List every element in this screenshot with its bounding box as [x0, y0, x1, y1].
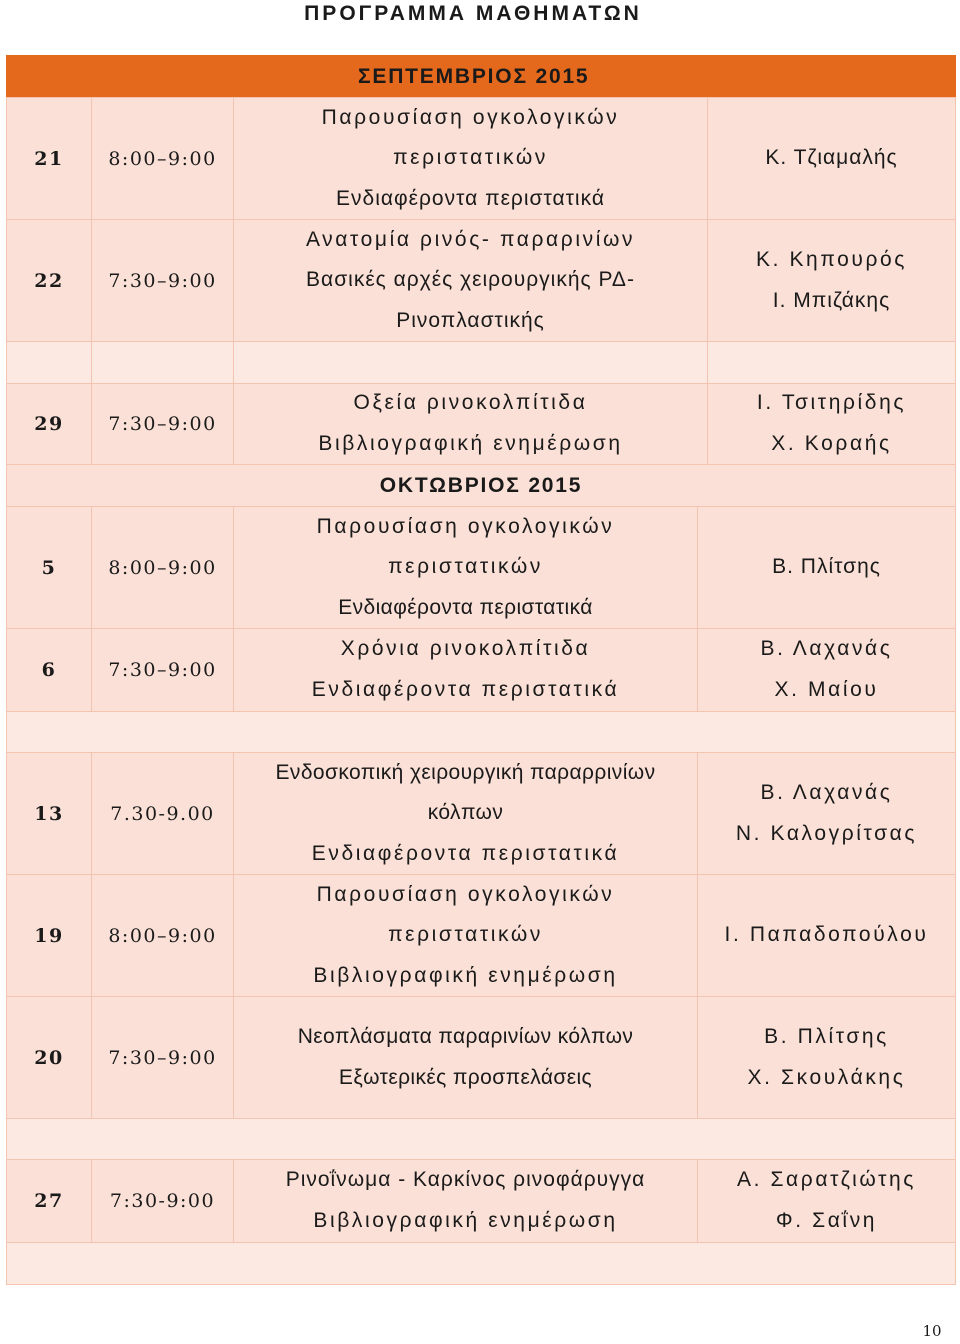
speaker-cell	[707, 97, 956, 220]
date-cell: 27	[6, 1159, 92, 1243]
document-title: ΠΡΟΓΡΑΜΜΑ ΜΑΘΗΜΑΤΩΝ	[304, 2, 642, 25]
topic-line: περιστατικών	[388, 555, 543, 579]
topic-line: Βιβλιογραφική ενημέρωση	[313, 963, 618, 987]
time-cell: 7:30–9:00	[91, 628, 234, 712]
topic-line: Ενδιαφέροντα περιστατικά	[311, 841, 620, 865]
speaker-name: Β. Πλίτσης	[764, 1024, 889, 1048]
time-cell: 8:00–9:00	[91, 874, 234, 997]
topic-line: Παρουσίαση ογκολογικών	[316, 514, 615, 538]
time-cell: 7:30–9:00	[91, 219, 234, 342]
date-cell: 13	[6, 752, 92, 875]
speaker-cell	[697, 996, 956, 1119]
speaker-name: Χ. Σκουλάκης	[747, 1065, 906, 1089]
topic-cell	[233, 752, 698, 875]
topic-cell	[233, 383, 708, 465]
topic-line: Βιβλιογραφική ενημέρωση	[318, 432, 623, 455]
topic-cell	[233, 874, 698, 997]
blank-cell	[707, 341, 956, 384]
month-header-october	[6, 464, 956, 507]
speaker-name: Φ. Σαΐνη	[775, 1209, 878, 1232]
speaker-name: Β. Λαχανάς	[760, 780, 893, 804]
topic-line: Βιβλιογραφική ενημέρωση	[313, 1209, 618, 1232]
topic-line: Παρουσίαση ογκολογικών	[321, 105, 620, 129]
date-cell: 5	[6, 506, 92, 629]
topic-line: Εξωτερικές προσπελάσεις	[338, 1065, 593, 1089]
speaker-cell	[707, 219, 956, 342]
topic-line: Ρινοπλαστικής	[396, 308, 545, 332]
month-label: ΟΚΤΩΒΡΙΟΣ 2015	[379, 473, 583, 497]
time-cell: 8:00–9:00	[91, 97, 234, 220]
speaker-name: Ι. Παπαδοπούλου	[724, 923, 929, 947]
speaker-name: Χ. Κοραής	[771, 432, 892, 455]
topic-line: Χρόνια ρινοκολπίτιδα	[340, 637, 591, 661]
topic-cell	[233, 506, 698, 629]
date-cell: 22	[6, 219, 92, 342]
speaker-cell	[697, 1159, 956, 1243]
date-cell: 20	[6, 996, 92, 1119]
topic-cell	[233, 97, 708, 220]
blank-cell	[91, 341, 234, 384]
speaker-cell	[697, 628, 956, 712]
topic-cell	[233, 219, 708, 342]
speaker-name: Ν. Καλογρίτσας	[735, 821, 918, 845]
date-cell: 21	[6, 97, 92, 220]
speaker-name: Ι. Τσιτηρίδης	[756, 391, 907, 415]
topic-line: περιστατικών	[393, 146, 548, 170]
topic-line: Ενδιαφέροντα περιστατικά	[336, 186, 605, 210]
blank-cell	[6, 341, 92, 384]
page-number: 10	[922, 1322, 942, 1340]
topic-line: κόλπων	[427, 801, 504, 825]
date-cell: 29	[6, 383, 92, 465]
header-blank-cell	[91, 55, 234, 98]
topic-line: Ανατομία ρινός- παραρινίων	[305, 227, 636, 251]
speaker-name: Β. Λαχανάς	[760, 637, 893, 661]
topic-line: Ρινοΐνωμα - Καρκίνος ρινοφάρυγγα	[285, 1168, 646, 1192]
topic-cell	[233, 1159, 698, 1243]
topic-cell	[233, 628, 698, 712]
topic-line: Οξεία ρινοκολπίτιδα	[353, 391, 588, 415]
topic-line: Ενδιαφέροντα περιστατικά	[311, 678, 620, 701]
time-cell: 7:30–9:00	[91, 383, 234, 465]
blank-row	[6, 1242, 956, 1285]
time-cell: 7:30–9:00	[91, 996, 234, 1119]
speaker-cell	[707, 383, 956, 465]
blank-row	[6, 1118, 956, 1160]
speaker-cell	[697, 874, 956, 997]
time-cell: 8:00–9:00	[91, 506, 234, 629]
topic-line: Νεοπλάσματα παραρινίων κόλπων	[297, 1024, 634, 1048]
speaker-name: Β. Πλίτσης	[772, 555, 881, 579]
topic-line: Παρουσίαση ογκολογικών	[316, 882, 615, 906]
speaker-cell	[697, 752, 956, 875]
blank-row	[6, 711, 956, 753]
time-cell: 7.30-9.00	[91, 752, 234, 875]
speaker-name: Κ. Τζιαμαλής	[765, 146, 898, 170]
date-cell: 19	[6, 874, 92, 997]
blank-cell	[233, 341, 708, 384]
speaker-name: Χ. Μαίου	[774, 678, 879, 701]
speaker-name: Α. Σαρατζιώτης	[736, 1168, 917, 1192]
header-blank-cell	[6, 55, 92, 98]
month-header-september	[233, 55, 956, 98]
topic-line: περιστατικών	[388, 923, 543, 947]
speaker-name: Κ. Κηπουρός	[755, 247, 908, 271]
topic-line: Ενδοσκοπική χειρουργική παραρρινίων	[275, 760, 656, 784]
topic-line: Ενδιαφέροντα περιστατικά	[338, 595, 593, 619]
topic-cell	[233, 996, 698, 1119]
speaker-cell	[697, 506, 956, 629]
time-cell: 7:30-9:00	[91, 1159, 234, 1243]
speaker-name: Ι. Μπιζάκης	[772, 288, 891, 312]
topic-line: Βασικές αρχές χειρουργικής ΡΔ-	[306, 268, 635, 292]
month-label: ΣΕΠΤΕΜΒΡΙΟΣ 2015	[358, 64, 590, 88]
date-cell: 6	[6, 628, 92, 712]
